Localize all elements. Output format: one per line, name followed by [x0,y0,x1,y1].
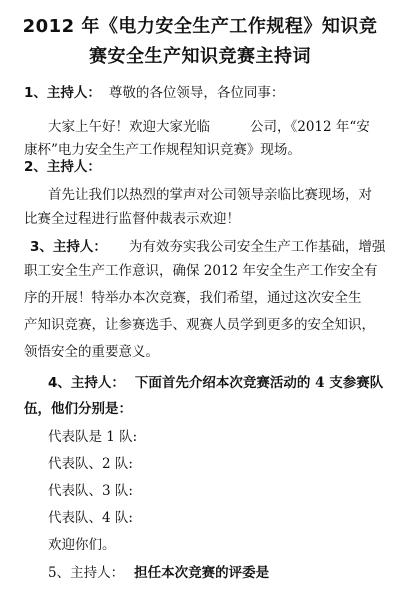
welcome-text: 欢迎你们。 [48,537,116,553]
section-1-greeting: 尊敬的各位领导，各位同事： [108,85,285,101]
section-2-line-2: 比赛全过程进行监督仲裁表示欢迎！ [24,211,240,227]
section-1-header [24,84,400,102]
host-label-4: 4、主持人： [48,375,125,391]
section-3-header: 3、主持人： 为有效夯实我公司安全生产工作基础，增强 [30,239,386,255]
section-3-line-2: 职工安全生产工作意识，确保 2012 年安全生产工作安全有 [24,263,378,279]
section-2-line-1: 首先让我们以热烈的掌声对公司领导亲临比赛现场，对 [48,187,372,203]
host-label-2: 2、主持人： [24,159,101,175]
document-title-line-1: 2012 年《电力安全生产工作规程》知识竞 [22,16,378,37]
section-1-paragraph-line-1: 大家上午好！欢迎大家光临 公司，《2012 年“安 [48,119,370,135]
host-label-1: 1、主持人： [24,85,101,101]
document-title-line-2: 赛安全生产知识竞赛主持词 [89,46,311,67]
section-2-header [24,158,400,176]
host-label-3: 3、主持人： [30,239,107,255]
section-4-header: 4、主持人： 下面首先介绍本次竞赛活动的 4 支参赛队 [48,375,384,391]
section-3-line-4: 产知识竞赛，让参赛选手、观赛人员学到更多的安全知识， [24,317,375,333]
section-3-line-3: 序的开展！特举办本次竞赛，我们希望，通过这次安全生 [24,290,362,306]
section-4-line-2: 伍，他们分别是： [24,401,132,417]
section-1-paragraph-line-2: 康杯”电力安全生产工作规程知识竞赛》现场。 [24,142,301,158]
host-label-5: 5、主持人： [48,565,125,581]
section-5-header: 5、主持人： 担任本次竞赛的评委是 [48,565,270,581]
team-3: 代表队、3 队: [48,483,133,499]
team-4: 代表队、4 队: [48,510,133,526]
section-3-line-5: 领悟安全的重要意义。 [24,344,159,360]
team-1: 代表队是 1 队: [48,429,138,445]
team-2: 代表队、2 队: [48,456,133,472]
